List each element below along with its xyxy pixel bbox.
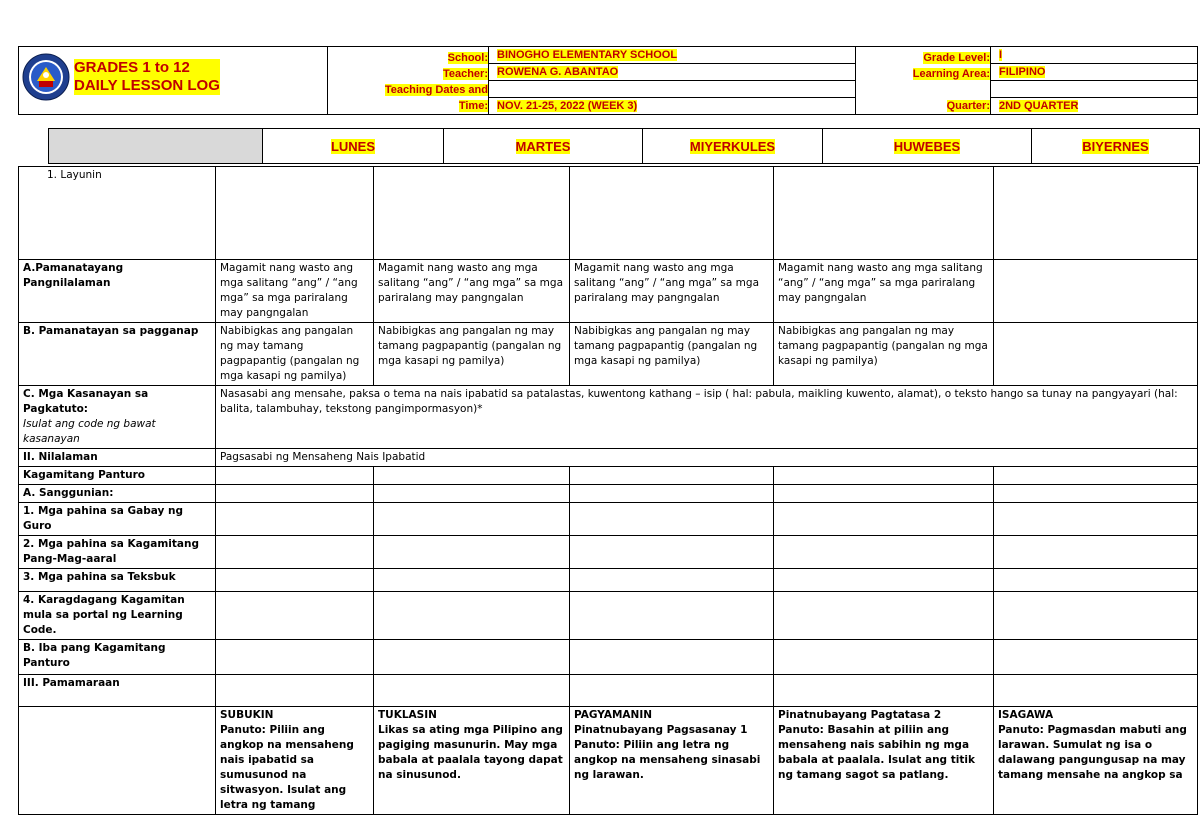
pagganap-cell: Nabibigkas ang pangalan ng may tamang pagpapantig (pangalan ng mga kasapi ng pamilya) [774, 323, 994, 386]
day-miyerkules: MIYERKULES [643, 129, 823, 164]
learning-area-value: FILIPINO [999, 66, 1046, 78]
dates-label-line1: Teaching Dates and [384, 84, 488, 96]
kasanayan-label: C. Mga Kasanayan sa Pagkatuto: [23, 388, 149, 415]
table-row [19, 323, 1198, 386]
quarter-label: Quarter: [946, 100, 990, 112]
school-labels-cell [328, 47, 489, 115]
table-row [19, 707, 1198, 815]
kasanayan-value: Nasasabi ang mensahe, paksa o tema na nais ipabatid sa patalastas, kuwentong kathang – isip ( hal: pabula, maikling kuwento, alamat), o teksto hango sa tunay na pangyayari (hal: balita, talambuhay, tekstong pangimpormasyon)* [216, 386, 1198, 449]
activity-cell: PAGYAMANIN Pinatnubayang Pagsasanay 1 Panuto: Piliin ang letra ng angkop na mensaheng sinasabi ng larawan. [570, 707, 774, 815]
table-row [19, 485, 1198, 503]
activity-cell: Pinatnubayang Pagtatasa 2 Panuto: Basahin at piliin ang mensaheng nais sabihin ng mga babala at paalala. Isulat ang titik ng tamang sagot sa patlang. [774, 707, 994, 815]
pamanatayang-cell: Magamit nang wasto ang mga salitang “ang” / “ang mga” sa mga pariralang may pangngalan [570, 260, 774, 323]
activity-cell: TUKLASIN Likas sa ating mga Pilipino ang pagiging masunurin. May mga babala at paalala tayong dapat na sinusunod. [374, 707, 570, 815]
dates-value: NOV. 21-25, 2022 (WEEK 3) [497, 100, 638, 112]
activity-cell: ISAGAWA Panuto: Pagmasdan mabuti ang larawan. Sumulat ng isa o dalawang pangungusap na may tamang mensahe na angkop sa [994, 707, 1198, 815]
grade-level-value: I [999, 49, 1003, 61]
activity-cell: SUBUKIN Panuto: Piliin ang angkop na mensaheng nais ipabatid sa sumusunod na sitwasyon. Isulat ang letra ng tamang [216, 707, 374, 815]
pamanatayang-cell: Magamit nang wasto ang mga salitang “ang” / “ang mga” sa mga pariralang may pangngalan [774, 260, 994, 323]
teacher-label: Teacher: [442, 68, 488, 80]
sanggunian-label: A. Sanggunian: [19, 485, 216, 503]
grade-values-cell [991, 47, 1198, 115]
iba-pang-label: B. Iba pang Kagamitang Panturo [19, 640, 216, 675]
deped-seal-icon [22, 53, 70, 101]
table-row [19, 260, 1198, 323]
header-block [18, 46, 1198, 112]
table-row [19, 640, 1198, 675]
school-value: BINOGHO ELEMENTARY SCHOOL [497, 49, 678, 61]
table-row [19, 536, 1198, 569]
grade-labels-cell [856, 47, 991, 115]
pamamaraan-label: III. Pamamaraan [19, 675, 216, 707]
pamanatayang-cell: Magamit nang wasto ang mga salitang “ang” / “ang mga” sa mga pariralang may pangngalan [374, 260, 570, 323]
table-row [19, 675, 1198, 707]
day-martes: MARTES [444, 129, 643, 164]
kagamitan-label: Kagamitang Panturo [19, 467, 216, 485]
pamanatayang-cell: Magamit nang wasto ang mga salitang “ang” / “ang mga” sa mga pariralang may pangngalan [216, 260, 374, 323]
brand-title [74, 59, 220, 95]
kasanayan-label-cell [19, 386, 216, 449]
nilalaman-label: II. Nilalaman [19, 449, 216, 467]
table-row [19, 503, 1198, 536]
day-biyernes: BIYERNES [1032, 129, 1200, 164]
grades-title: GRADES 1 to 12 [74, 59, 220, 77]
lesson-table [18, 166, 1198, 815]
table-row [19, 449, 1198, 467]
pamanatayang-label: A.Pamanatayang Pangnilalaman [19, 260, 216, 323]
dll-title: DAILY LESSON LOG [74, 77, 220, 94]
day-huwebes: HUWEBES [823, 129, 1032, 164]
quarter-value: 2ND QUARTER [999, 100, 1079, 112]
teksbuk-label: 3. Mga pahina sa Teksbuk [19, 569, 216, 592]
logo-cell [19, 47, 328, 115]
nilalaman-value: Pagsasabi ng Mensaheng Nais Ipabatid [216, 449, 1198, 467]
pagganap-cell: Nabibigkas ang pangalan ng may tamang pagpapantig (pangalan ng mga kasapi ng pamilya) [374, 323, 570, 386]
grade-level-label: Grade Level: [923, 52, 990, 64]
table-row [19, 569, 1198, 592]
dates-label-line2: Time: [458, 100, 488, 112]
table-row [19, 467, 1198, 485]
gabay-label: 1. Mga pahina sa Gabay ng Guro [19, 503, 216, 536]
day-header-row [48, 128, 1200, 164]
teacher-value: ROWENA G. ABANTAO [497, 66, 619, 78]
pagganap-cell: Nabibigkas ang pangalan ng may tamang pagpapantig (pangalan ng mga kasapi ng pamilya) [570, 323, 774, 386]
layunin-label: 1. Layunin [19, 167, 216, 260]
school-values-cell [489, 47, 856, 115]
learning-area-label: Learning Area: [912, 68, 990, 80]
kagamitan-mag-aaral-label: 2. Mga pahina sa Kagamitang Pang-Mag-aaral [19, 536, 216, 569]
pagganap-cell: Nabibigkas ang pangalan ng may tamang pagpapantig (pangalan ng mga kasapi ng pamilya) [216, 323, 374, 386]
table-row [19, 386, 1198, 449]
table-row [19, 592, 1198, 640]
table-row [19, 167, 1198, 260]
school-label: School: [447, 52, 488, 64]
karagdagang-label: 4. Karagdagang Kagamitan mula sa portal ng Learning Code. [19, 592, 216, 640]
kasanayan-sub: Isulat ang code ng bawat kasanayan [23, 418, 156, 445]
day-header-blank [49, 129, 263, 164]
day-lunes: LUNES [263, 129, 444, 164]
pagganap-label: B. Pamanatayan sa pagganap [19, 323, 216, 386]
